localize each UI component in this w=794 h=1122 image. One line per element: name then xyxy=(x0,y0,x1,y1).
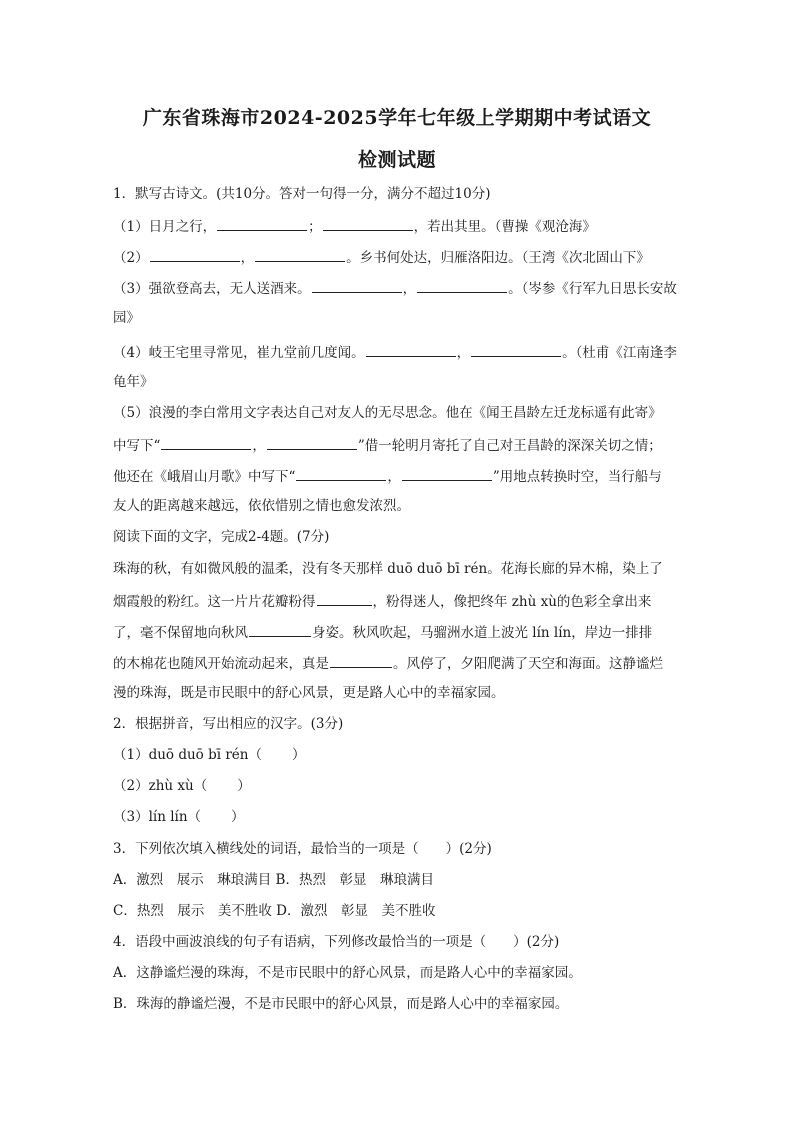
q4-option-a: A．这静谧烂漫的珠海，不是市民眼中的舒心风景，而是路人心中的幸福家园。 xyxy=(113,965,582,981)
q1-item-5-text-d: 他还在《峨眉山月歌》中写下“ xyxy=(113,469,296,485)
q1-item-5-line2 xyxy=(113,434,693,456)
q2-item-2 xyxy=(113,776,693,796)
passage-line-4 xyxy=(113,652,693,674)
q1-item-4 xyxy=(113,341,693,363)
q1-item-5-line3 xyxy=(113,465,693,487)
exam-title: 广东省珠海市2024-2025学年七年级上学期期中考试语文 xyxy=(142,107,652,129)
q1-item-2-text-a: （2） xyxy=(113,250,149,266)
q1-item-3-cont: 园》 xyxy=(113,310,140,326)
q2-item-1 xyxy=(113,745,693,765)
q4-option-b: B．珠海的静谧烂漫，不是市民眼中的舒心风景，而是路人心中的幸福家园。 xyxy=(113,996,569,1012)
answer-blank[interactable] xyxy=(471,341,561,357)
passage-line-1: 珠海的秋，有如微风般的温柔，没有冬天那样 duō duō bī rén。花海长廊的异木棉，染上了 xyxy=(113,561,663,577)
q1-item-4-text-b: ， xyxy=(456,345,471,361)
passage-text: 了，毫不保留地向秋风 xyxy=(113,625,248,641)
q1-item-2-text-b: ， xyxy=(240,250,255,266)
q4-stem: 4．语段中画波浪线的句子有语病，下列修改最恰当的一项是（ ）(2分) xyxy=(113,934,560,950)
answer-blank[interactable] xyxy=(417,277,507,293)
passage-text: 烟霞般的粉红。这一片片花瓣粉得 xyxy=(113,594,316,610)
q1-item-3-text-b: ， xyxy=(402,281,417,297)
q1-item-5-text-c: ”借一轮明月寄托了自己对王昌龄的深深关切之情； xyxy=(357,438,662,454)
q1-stem: 1．默写古诗文。(共10分。答对一句得一分，满分不超过10分) xyxy=(113,186,491,202)
q1-item-5-text-e: ， xyxy=(387,469,401,485)
passage-text: 的木棉花也随风开始流动起来，真是 xyxy=(113,656,329,672)
q3-options-cd: C．热烈 展示 美不胜收 D．激烈 彰显 美不胜收 xyxy=(113,903,436,919)
reading-intro: 阅读下面的文字，完成2-4题。(7分) xyxy=(113,529,330,545)
answer-blank[interactable] xyxy=(312,277,402,293)
q1-item-5-text-b: ， xyxy=(252,438,266,454)
q1-item-2-text-c: 。乡书何处达，归雁洛阳边。（王湾《次北固山下》 xyxy=(346,250,650,266)
q1-item-5-text-a: 中写下“ xyxy=(113,438,161,454)
q1-item-4-text-a: （4）岐王宅里寻常见，崔九堂前几度闻。 xyxy=(113,345,365,361)
q3-stem: 3．下列依次填入横线处的词语，最恰当的一项是（ ）(2分) xyxy=(113,841,492,857)
close-paren: ） xyxy=(231,809,245,825)
q1-item-1-text-a: （1）日月之行， xyxy=(113,219,217,235)
q2-stem: 2．根据拼音，写出相应的汉字。(3分) xyxy=(113,716,344,732)
answer-blank[interactable] xyxy=(330,652,392,668)
close-paren: ） xyxy=(237,778,251,794)
q1-item-5-text-f: ”用地点转换时空，当行船与 xyxy=(492,469,662,485)
q1-item-3-text-a: （3）强欲登高去，无人送酒来。 xyxy=(113,281,311,297)
q1-item-1 xyxy=(113,215,693,237)
passage-line-3 xyxy=(113,621,693,643)
answer-blank[interactable] xyxy=(161,434,251,450)
answer-blank[interactable] xyxy=(249,621,311,637)
q1-item-1-text-b: ； xyxy=(308,219,322,235)
q1-item-1-text-c: ，若出其里。（曹操《观沧海》 xyxy=(413,219,596,235)
answer-blank[interactable] xyxy=(323,215,413,231)
passage-text: ，粉得迷人，像把终年 zhù xù的色彩全拿出来 xyxy=(372,594,652,610)
q1-item-4-cont: 龟年》 xyxy=(113,374,154,390)
q1-item-4-text-c: 。（杜甫《江南逢李 xyxy=(562,345,677,361)
answer-blank[interactable] xyxy=(150,246,240,262)
q1-item-5-line1: （5）浪漫的李白常用文字表达自己对友人的无尽思念。他在《闻王昌龄左迁龙标遥有此寄》 xyxy=(113,405,662,421)
passage-line-5: 漫的珠海，既是市民眼中的舒心风景，更是路人心中的幸福家园。 xyxy=(113,685,505,701)
q3-options-ab: A．激烈 展示 琳琅满目 B．热烈 彰显 琳琅满目 xyxy=(113,872,434,888)
q1-item-5-line4: 友人的距离越来越远，依依惜别之情也愈发浓烈。 xyxy=(113,498,410,514)
q2-item-3 xyxy=(113,807,693,827)
exam-subtitle: 检测试题 xyxy=(357,149,436,171)
answer-blank[interactable] xyxy=(217,215,307,231)
passage-text: 。风停了，夕阳爬满了天空和海面。这静谧烂 xyxy=(393,656,663,672)
answer-blank[interactable] xyxy=(366,341,456,357)
q1-item-3 xyxy=(113,277,693,299)
answer-blank[interactable] xyxy=(317,590,372,606)
close-paren: ） xyxy=(292,747,306,763)
answer-blank[interactable] xyxy=(402,465,492,481)
passage-text: 身姿。秋风吹起，马骝洲水道上波光 lín lín，岸边一排排 xyxy=(312,625,653,641)
q2-item-1-pinyin: （1）duō duō bī rén（ xyxy=(113,747,262,763)
q2-item-3-pinyin: （3）lín lín（ xyxy=(113,809,202,825)
passage-line-2 xyxy=(113,590,693,612)
answer-blank[interactable] xyxy=(267,434,357,450)
q1-item-3-text-c: 。（岑参《行军九日思长安故 xyxy=(508,281,677,297)
q2-item-2-pinyin: （2）zhù xù（ xyxy=(113,778,208,794)
answer-blank[interactable] xyxy=(255,246,345,262)
answer-blank[interactable] xyxy=(296,465,386,481)
q1-item-2 xyxy=(113,246,693,268)
